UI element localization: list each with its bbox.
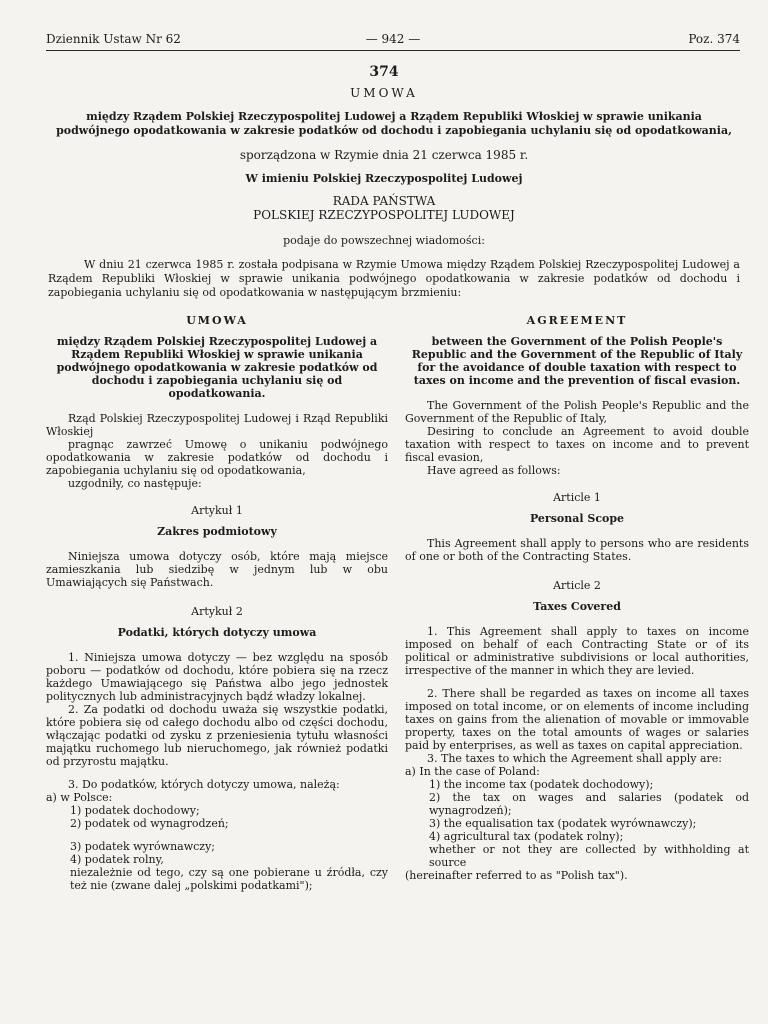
journal-name: Dziennik Ustaw Nr 62	[46, 32, 181, 46]
en-list-tail-1: whether or not they are collected by withholding at source	[429, 843, 749, 869]
page-number: — 942 —	[365, 32, 421, 46]
en-list-a: a) In the case of Poland:	[405, 765, 540, 778]
en-list-item-4: 4) agricultural tax (podatek rolny);	[429, 830, 624, 843]
en-paragraph-3: 3. The taxes to which the Agreement shall apply are:	[427, 752, 722, 765]
pl-list-item-1: 1) podatek dochodowy;	[70, 804, 200, 817]
en-paragraph-2: 2. There shall be regarded as taxes on income all taxes imposed on total income, or on elements of income including taxes on gains from the alienation of movable or immovable property, taxes on the total amounts of wages or salaries paid by enterprises, as well as taxes on capital appreciation.	[405, 687, 749, 752]
pl-article-1-title: Zakres podmiotowy	[157, 525, 277, 538]
page-header	[46, 30, 740, 51]
english-column	[405, 314, 749, 964]
en-intro-1: The Government of the Polish People's Republic and the Government of the Republic of Italy,	[405, 399, 749, 425]
pl-list-item-2: 2) podatek od wynagrodzeń;	[70, 817, 229, 830]
pl-list-a: a) w Polsce:	[46, 791, 113, 804]
pl-article-1: Artykuł 1	[191, 504, 243, 517]
en-article-2-title: Taxes Covered	[533, 600, 621, 613]
en-list-item-3: 3) the equalisation tax (podatek wyrównawczy);	[429, 817, 697, 830]
date-line: sporządzona w Rzymie dnia 21 czerwca 1985 r.	[239, 148, 529, 162]
pl-paragraph-2: 2. Za podatki od dochodu uważa się wszystkie podatki, które pobiera się od całego dochodu albo od części dochodu, włączając podatki od zysku z przeniesienia tytułu własności majątku ruchomego lub nieruchomego, jak również podatki od przyrostu majątku.	[46, 703, 388, 768]
in-name-line: W imieniu Polskiej Rzeczypospolitej Ludowej	[245, 172, 523, 185]
pl-list-item-3: 3) podatek wyrównawczy;	[70, 840, 216, 853]
pl-heading: UMOWA	[186, 314, 248, 327]
pl-paragraph-3: 3. Do podatków, których dotyczy umowa, należą:	[68, 778, 340, 791]
pl-article-2: Artykuł 2	[191, 605, 243, 618]
pl-intro-1: Rząd Polskiej Rzeczypospolitej Ludowej i Rząd Republiki Włoskiej	[46, 412, 388, 438]
preamble: W dniu 21 czerwca 1985 r. została podpisana w Rzymie Umowa między Rządem Polskiej Rzeczypospolitej Ludowej a Rządem Republiki Włoskiej w sprawie unikania podwójnego opodatkowania w zakresie podatków od dochodu i zapobiegania uchylaniu się od opodatkowania w następującym brzmieniu:	[48, 258, 740, 299]
en-title: between the Government of the Polish People's Republic and the Government of the Republic of Italy for the avoidance of double taxation with respect to taxes on income and the prevention of fiscal evasion.	[411, 335, 743, 387]
pl-article-1-text: Niniejsza umowa dotyczy osób, które mają miejsce zamieszkania lub siedzibę w jednym lub w obu Umawiających się Państwach.	[46, 550, 388, 589]
en-article-2: Article 2	[553, 579, 601, 592]
pl-list-item-4: 4) podatek rolny,	[70, 853, 164, 866]
polish-column	[46, 314, 388, 964]
pl-title: między Rządem Polskiej Rzeczypospolitej Ludowej a Rządem Republiki Włoskiej w sprawie unikania podwójnego opodatkowania w zakresie podatków od dochodu i zapobiegania uchylaniu się od opodatkowania.	[56, 335, 378, 400]
pl-paragraph-1: 1. Niniejsza umowa dotyczy — bez względu na sposób poboru — podatków od dochodu, które pobiera się na rzecz każdego Umawiającego się Państwa albo jego jednostek politycznych lub administracyjnych bądź władzy lokalnej.	[46, 651, 388, 703]
en-article-1-text: This Agreement shall apply to persons who are residents of one or both of the Contracting States.	[405, 537, 749, 563]
announcement-line: podaje do powszechnej wiadomości:	[283, 234, 485, 247]
en-intro-3: Have agreed as follows:	[427, 464, 561, 477]
en-paragraph-1: 1. This Agreement shall apply to taxes on income imposed on behalf of each Contracting State or of its political or administrative subdivisions or local authorities, irrespective of the manner in which they are levied.	[405, 625, 749, 677]
position-number: Poz. 374	[688, 32, 740, 46]
pl-intro-2: pragnąc zawrzeć Umowę o unikaniu podwójnego opodatkowania w zakresie podatków od dochodu i zapobiegania uchylaniu się od opodatkowania,	[46, 438, 388, 477]
en-list-tail-2: (hereinafter referred to as "Polish tax").	[405, 869, 628, 882]
council-line-1: RADA PAŃSTWA	[332, 194, 436, 208]
en-list-item-2: 2) the tax on wages and salaries (podatek od wynagrodzeń);	[429, 791, 749, 817]
council-line-2: POLSKIEJ RZECZYPOSPOLITEJ LUDOWEJ	[253, 208, 515, 222]
en-intro-2: Desiring to conclude an Agreement to avoid double taxation with respect to taxes on income and to prevent fiscal evasion,	[405, 425, 749, 464]
en-article-1: Article 1	[553, 491, 601, 504]
pl-intro-3: uzgodniły, co następuje:	[68, 477, 202, 490]
en-list-item-1: 1) the income tax (podatek dochodowy);	[429, 778, 654, 791]
document-heading: UMOWA	[350, 86, 418, 100]
document-subtitle: między Rządem Polskiej Rzeczypospolitej Ludowej a Rządem Republiki Włoskiej w sprawie unikania podwójnego opodatkowania w zakresie podatków od dochodu i zapobiegania uchylaniu się od opodatkowania,	[56, 110, 732, 137]
pl-list-tail: niezależnie od tego, czy są one pobierane u źródła, czy też nie (zwane dalej „polskimi podatkami");	[70, 866, 388, 892]
en-article-1-title: Personal Scope	[529, 512, 625, 525]
item-number: 374	[369, 64, 399, 80]
council-block	[20, 194, 748, 222]
en-heading: AGREEMENT	[526, 314, 628, 327]
pl-article-2-title: Podatki, których dotyczy umowa	[117, 626, 317, 639]
